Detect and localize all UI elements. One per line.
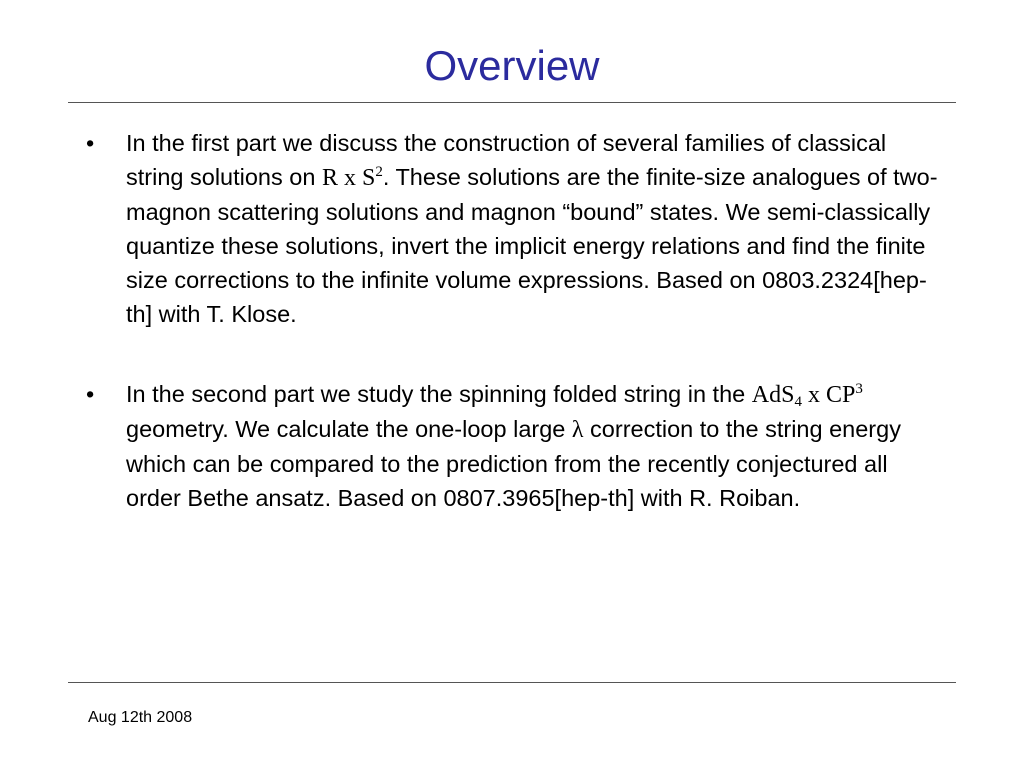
bullet-item-first-part <box>86 126 946 331</box>
slide-title: Overview <box>424 42 600 89</box>
bullet-marker: • <box>86 381 95 407</box>
math-ads: AdS <box>751 382 795 408</box>
math-superscript: 2 <box>375 164 383 180</box>
footer-divider <box>68 682 956 683</box>
bullet-text: In the second part we study the spinning folded string in the <box>126 381 752 407</box>
math-subscript: 4 <box>794 394 802 410</box>
bullet-item-second-part <box>86 377 946 515</box>
bullet-text: geometry. We calculate the one-loop large <box>126 416 572 442</box>
bullet-text: . These solutions are the finite-size analogues of two-magnon scattering solutions and magnon “bound” states. We semi-classically quantize these solutions, invert the implicit energy relations and find the finite size corrections to the infinite volume expressions. Based on 0803.2324[hep-th] with T. Klose. <box>126 164 938 327</box>
bullet-list <box>86 126 946 515</box>
footer-date: Aug 12th 2008 <box>88 709 193 726</box>
math-r-x-s: R x S <box>321 165 376 191</box>
math-superscript: 3 <box>855 381 863 397</box>
math-lambda: λ <box>571 417 584 443</box>
bullet-text: correction to the string energy which can be compared to the prediction from the recently conjectured all order Bethe ansatz. Based on 0807.3965[hep-th] with R. Roiban. <box>126 416 901 511</box>
bullet-text: In the first part we discuss the construction of several families of classical string solutions on <box>126 130 887 190</box>
title-divider <box>68 102 956 103</box>
bullet-marker: • <box>86 130 95 156</box>
math-cp: x CP <box>801 382 856 408</box>
